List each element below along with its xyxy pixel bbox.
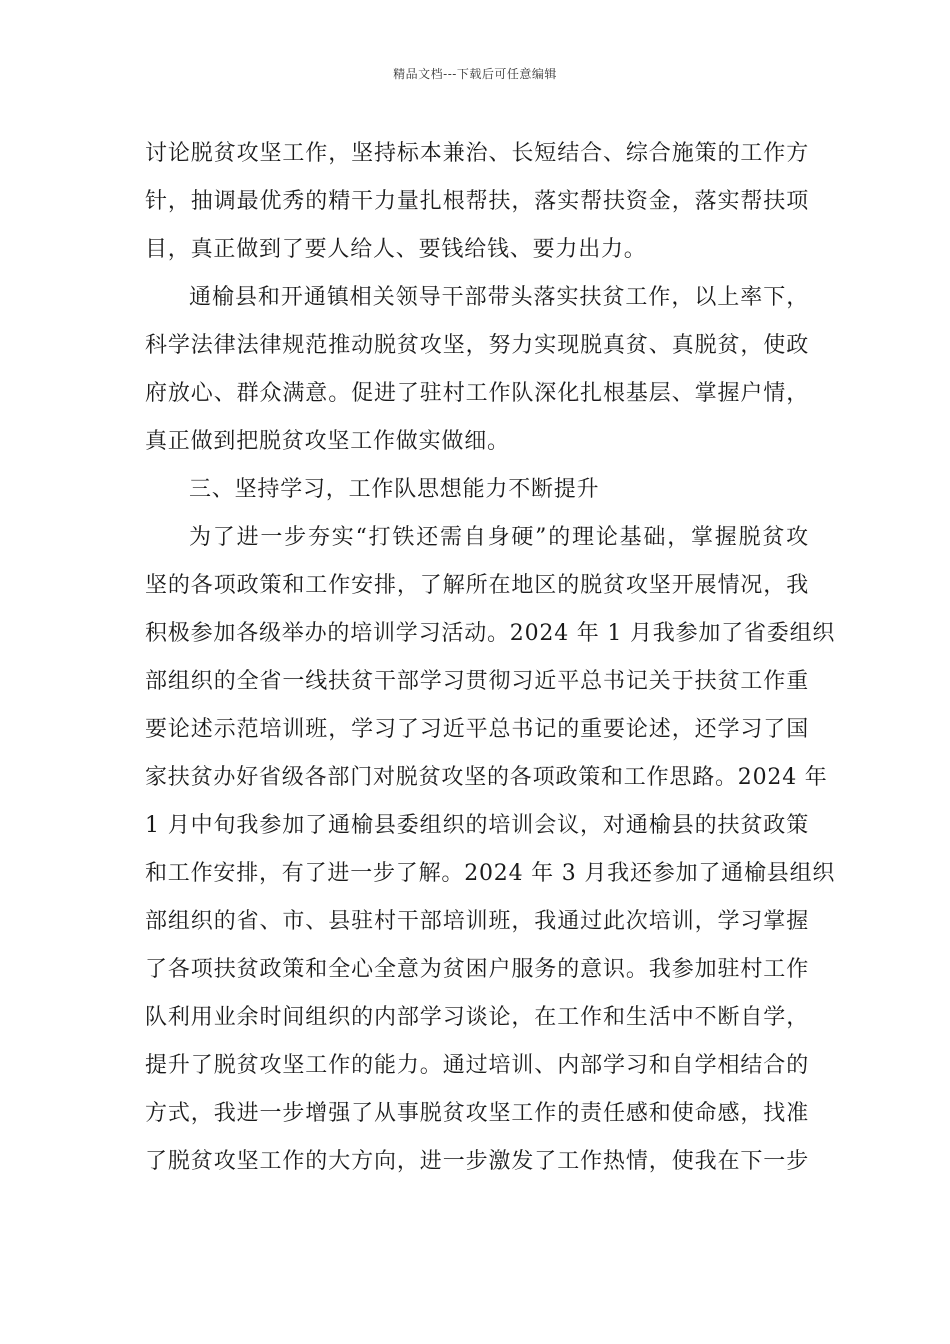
text-line: 真正做到把脱贫攻坚工作做实做细。 bbox=[145, 429, 510, 454]
text-line: 方式，我进一步增强了从事脱贫攻坚工作的责任感和使命感，找准 bbox=[145, 1101, 809, 1126]
text-line: 积极参加各级举办的培训学习活动。2024 年 1 月我参加了省委组织 bbox=[145, 621, 836, 646]
text-line: 坚的各项政策和工作安排，了解所在地区的脱贫攻坚开展情况，我 bbox=[145, 573, 809, 598]
text-line: 家扶贫办好省级各部门对脱贫攻坚的各项政策和工作思路。2024 年 bbox=[145, 765, 828, 790]
text-line: 1 月中旬我参加了通榆县委组织的培训会议，对通榆县的扶贫政策 bbox=[145, 813, 809, 838]
text-line: 和工作安排，有了进一步了解。2024 年 3 月我还参加了通榆县组织 bbox=[145, 861, 836, 886]
text-line: 目，真正做到了要人给人、要钱给钱、要力出力。 bbox=[145, 237, 647, 262]
text-line: 府放心、群众满意。促进了驻村工作队深化扎根基层、掌握户情， bbox=[145, 381, 809, 406]
text-line: 科学法律法律规范推动脱贫攻坚，努力实现脱真贫、真脱贫，使政 bbox=[145, 333, 809, 358]
text-line: 了各项扶贫政策和全心全意为贫困户服务的意识。我参加驻村工作 bbox=[145, 957, 809, 982]
text-line: 队利用业余时间组织的内部学习谈论，在工作和生活中不断自学， bbox=[145, 1005, 809, 1030]
text-line: 针，抽调最优秀的精干力量扎根帮扶，落实帮扶资金，落实帮扶项 bbox=[145, 189, 809, 214]
text-line: 要论述示范培训班，学习了习近平总书记的重要论述，还学习了国 bbox=[145, 717, 809, 742]
paragraph-first-line: 通榆县和开通镇相关领导干部带头落实扶贫工作，以上率下， bbox=[189, 285, 809, 310]
text-line: 提升了脱贫攻坚工作的能力。通过培训、内部学习和自学相结合的 bbox=[145, 1053, 809, 1078]
text-line: 讨论脱贫攻坚工作，坚持标本兼治、长短结合、综合施策的工作方 bbox=[145, 141, 809, 166]
document-body bbox=[145, 130, 836, 1186]
text-line: 部组织的全省一线扶贫干部学习贯彻习近平总书记关于扶贫工作重 bbox=[145, 669, 809, 694]
page-header: 精品文档---下载后可任意编辑 bbox=[393, 67, 557, 81]
text-line: 部组织的省、市、县驻村干部培训班，我通过此次培训，学习掌握 bbox=[145, 909, 809, 934]
text-line: 了脱贫攻坚工作的大方向，进一步激发了工作热情，使我在下一步 bbox=[145, 1149, 809, 1174]
paragraph-first-line: 三、坚持学习，工作队思想能力不断提升 bbox=[189, 477, 600, 502]
paragraph-first-line: 为了进一步夯实“打铁还需自身硬”的理论基础，掌握脱贫攻 bbox=[189, 525, 809, 550]
